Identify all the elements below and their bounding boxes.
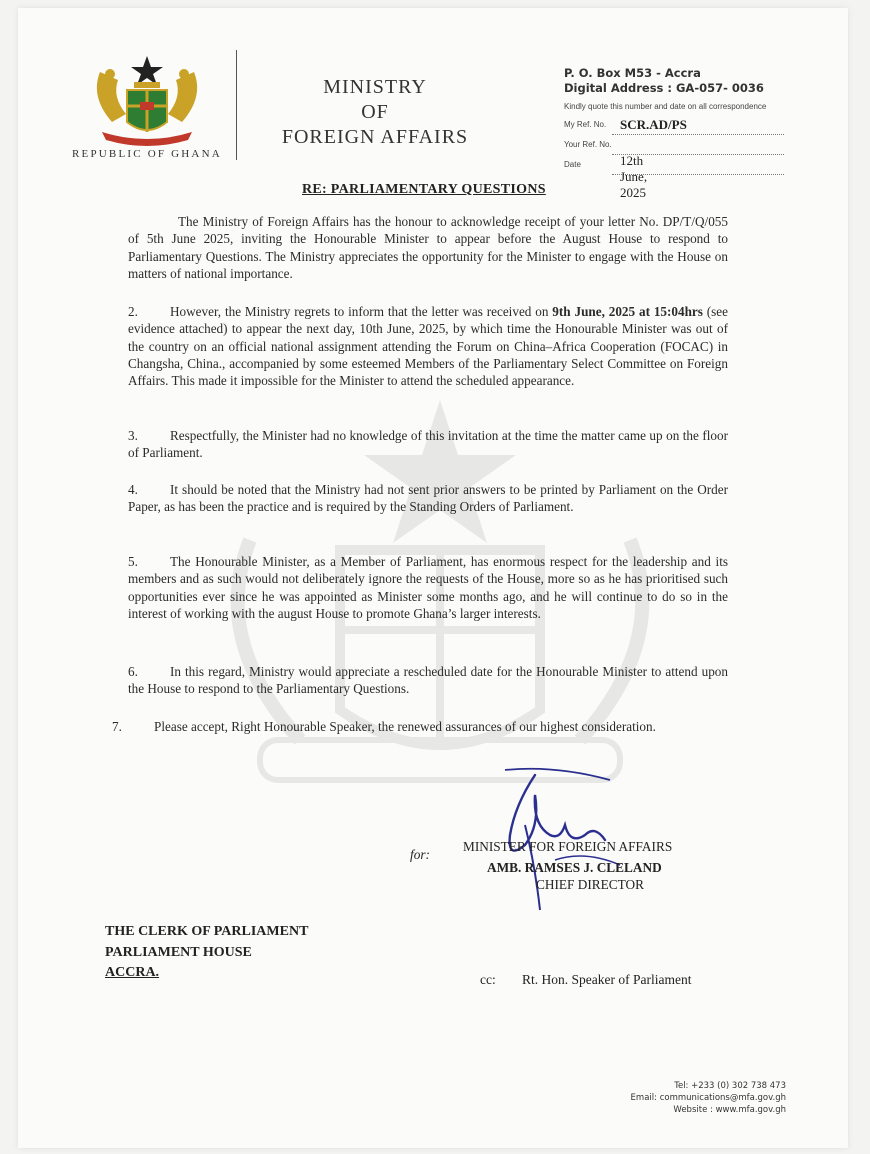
paragraph-5-text: The Honourable Minister, as a Member of Parliament, has enormous respect for the leadership and its members and as such would not deliberately ignore the requests of the House, more so as he has prioritised such opportunities ever since he was appointed as Minister some months ago, and he will continue to do so in the interest of working with the august House to promote Ghana’s larger interests.: [128, 554, 728, 621]
ministry-line-3: FOREIGN AFFAIRS: [281, 126, 469, 148]
paragraph-2-bold: 9th June, 2025 at 15:04hrs: [552, 304, 703, 319]
paragraph-2-number: 2.: [128, 304, 138, 319]
date-value: 12th June, 2025: [620, 153, 648, 200]
signatory-office: MINISTER FOR FOREIGN AFFAIRS: [463, 839, 673, 854]
cc-label: cc:: [480, 972, 496, 987]
paragraph-1: [128, 213, 728, 282]
signatory-name: AMB. RAMSES J. CLELAND: [487, 860, 662, 875]
your-ref-label: Your Ref. No.: [564, 140, 612, 149]
paragraph-4-number: 4.: [128, 482, 138, 497]
paragraph-5: [128, 553, 728, 622]
quote-note: Kindly quote this number and date on all correspondence: [564, 102, 767, 111]
paragraph-3-text: Respectfully, the Minister had no knowledge of this invitation at the time the matter came up on the floor of Parliament.: [128, 428, 728, 461]
letter-heading: RE: PARLIAMENTARY QUESTIONS: [302, 182, 546, 197]
date-row: [564, 153, 648, 200]
contact-block: [631, 1080, 786, 1116]
ministry-line-1: MINISTRY: [323, 76, 427, 98]
paragraph-5-number: 5.: [128, 554, 138, 569]
republic-of-ghana-label: REPUBLIC OF GHANA: [72, 148, 222, 160]
cc-value: Rt. Hon. Speaker of Parliament: [522, 972, 692, 987]
paragraph-7-number: 7.: [112, 719, 122, 734]
signatory-title: CHIEF DIRECTOR: [536, 877, 644, 892]
letterhead-divider: [236, 50, 237, 160]
ministry-name: [270, 75, 480, 150]
contact-tel: Tel: +233 (0) 302 738 473: [674, 1081, 786, 1091]
paragraph-2-text-b: (see evidence attached) to appear the next day, 10th June, 2025, by which time the Honourable Minister was out of the country on an official national assignment attending the Forum on China–Africa Cooperation (FOCAC) in Changsha, China., accompanied by some esteemed Members of the Parliamentary Select Committee on Foreign Affairs. This made it impossible for the Minister to attend the scheduled appearance.: [128, 304, 728, 389]
addressee-block: [105, 922, 308, 984]
addressee-line-1: THE CLERK OF PARLIAMENT: [105, 924, 309, 939]
paragraph-3-number: 3.: [128, 428, 138, 443]
paragraph-2-text-a: However, the Ministry regrets to inform that the letter was received on: [170, 304, 553, 319]
paragraph-6-number: 6.: [128, 664, 138, 679]
paragraph-7: [112, 718, 728, 735]
paragraph-2: [128, 303, 728, 389]
your-ref-row: [564, 140, 612, 149]
date-label: Date: [564, 160, 581, 169]
paragraph-4-text: It should be noted that the Ministry had not sent prior answers to be printed by Parliament on the Order Paper, as has been the practice and is required by the Standing Orders of Parliament.: [128, 482, 728, 515]
paragraph-3: [128, 427, 728, 462]
ghana-coat-of-arms-icon: [82, 52, 212, 147]
paragraph-7-text: Please accept, Right Honourable Speaker, the renewed assurances of our highest consideration.: [154, 719, 656, 734]
addressee-line-2: PARLIAMENT HOUSE: [105, 944, 252, 960]
my-ref-value: SCR.AD/PS: [620, 117, 687, 132]
addressee-line-3: ACCRA.: [105, 965, 160, 980]
postal-address-block: [564, 66, 766, 111]
ministry-line-2: OF: [361, 101, 389, 123]
paragraph-4: [128, 481, 728, 516]
paragraph-6-text: In this regard, Ministry would appreciate a rescheduled date for the Honourable Minister to attend upon the House to respond to the Parliamentary Questions.: [128, 664, 728, 697]
contact-website: Website : www.mfa.gov.gh: [673, 1105, 786, 1115]
digital-address: Digital Address : GA-057- 0036: [564, 81, 764, 95]
paragraph-6: [128, 663, 728, 698]
for-label: for:: [410, 847, 430, 862]
my-ref-label: My Ref. No.: [564, 120, 607, 129]
contact-email: Email: communications@mfa.gov.gh: [630, 1093, 786, 1103]
paragraph-1-text: The Ministry of Foreign Affairs has the honour to acknowledge receipt of your letter No. DP/T/Q/055 of 5th June 2025, inviting the Honourable Minister to appear before the August House to respond to Parliamentary Questions. The Ministry appreciates the opportunity for the Minister to engage with the House on matters of national importance.: [128, 214, 728, 281]
po-box: P. O. Box M53 - Accra: [564, 66, 701, 80]
my-ref-row: [564, 117, 687, 132]
